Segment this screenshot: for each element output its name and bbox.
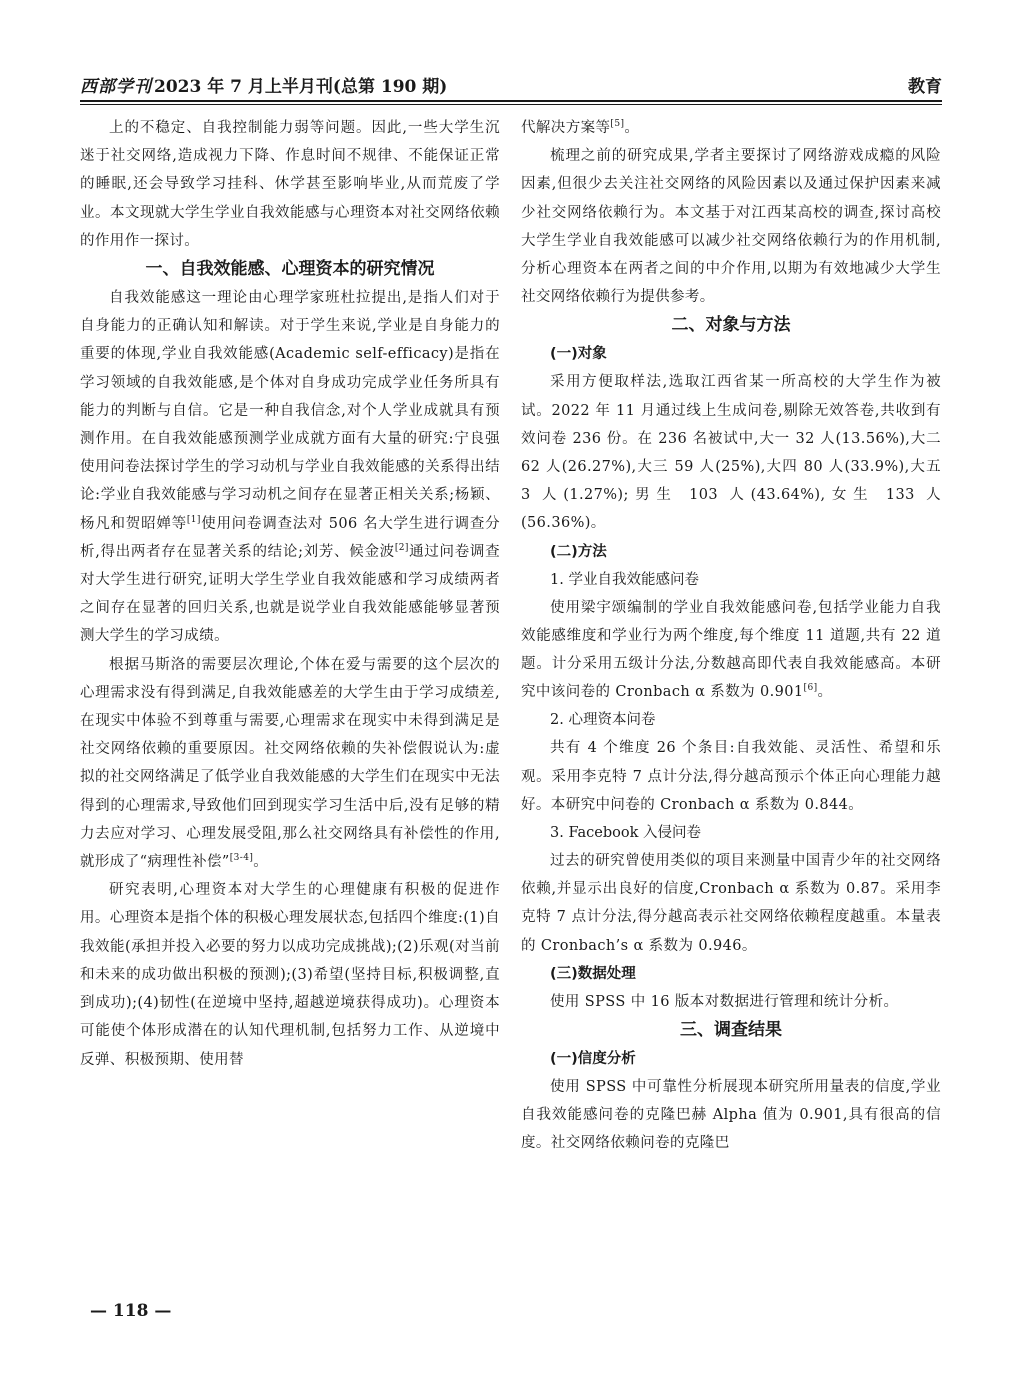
- paragraph-text: 使用梁宇颂编制的学业自我效能感问卷,包括学业能力自我效能感维度和学业行为两个维度,每个维度 11 道题,共有 22 道题。计分采用五级计分法,分数越高即代表自我效能感高。本研究中该问卷的 Cronbach α 系数为 0.901: [521, 599, 941, 701]
- paragraph: 研究表明,心理资本对大学生的心理健康有积极的促进作用。心理资本是指个体的积极心理发展状态,包括四个维度:(1)自我效能(承担并投入必要的努力以成功完成挑战);(2)乐观(对当前和未来的成功做出积极的预测);(3)希望(坚持目标,积极调整,直到成功);(4)韧性(在逆境中坚持,超越逆境获得成功)。心理资本可能使个体形成潜在的认知代理机制,包括努力工作、从逆境中反弹、积极预期、使用替: [80, 882, 500, 1068]
- paragraph: 使用 SPSS 中 16 版本对数据进行管理和统计分析。: [550, 993, 899, 1010]
- section-heading: 一、自我效能感、心理资本的研究情况: [145, 259, 435, 280]
- section-heading: 三、调查结果: [680, 1020, 782, 1041]
- paragraph-text: 。: [253, 854, 269, 871]
- paragraph-text: 。: [624, 120, 640, 136]
- paragraph: [80, 651, 500, 877]
- subsection-heading: (一)对象: [550, 346, 607, 363]
- paragraph: 上的不稳定、自我控制能力弱等问题。因此,一些大学生沉迷于社交网络,造成视力下降、作息时间不规律、不能保证正常的睡眠,还会导致学习挂科、休学甚至影响毕业,从而荒废了学业。本文现就大学生学业自我效能感与心理资本对社交网络依赖的作用作一探讨。: [80, 120, 500, 249]
- issue-info: 2023 年 7 月上半月刊(总第 190 期): [154, 77, 448, 97]
- paragraph-text: 通过问卷调查对大学生进行研究,证明大学生学业自我效能感和学习成绩两者之间存在显著的回归关系,也就是说学业自我效能感能够显著预测大学生的学习成绩。: [80, 543, 500, 645]
- subsection-heading: (二)方法: [550, 543, 607, 560]
- paragraph-text: 。: [817, 684, 833, 701]
- paragraph: [521, 114, 941, 142]
- paragraph: 使用 SPSS 中可靠性分析展现本研究所用量表的信度,学业自我效能感问卷的克隆巴赫 Alpha 值为 0.901,具有很高的信度。社交网络依赖问卷的克隆巴: [521, 1079, 941, 1152]
- header-rule-thick: [80, 100, 942, 102]
- method-heading: 1. 学业自我效能感问卷: [550, 571, 699, 588]
- journal-logo: 西部学刊: [80, 77, 152, 97]
- paragraph: 过去的研究曾使用类似的项目来测量中国青少年的社交网络依赖,并显示出良好的信度,Cronbach α 系数为 0.87。采用李克特 7 点计分法,得分越高表示社交网络依赖程度越重。本量表的 Cronbach’s α 系数为 0.946。: [521, 853, 941, 954]
- paragraph-text: 自我效能感这一理论由心理学家班杜拉提出,是指人们对于自身能力的正确认知和解读。对于学生来说,学业是自身能力的重要的体现,学业自我效能感(Academic self-efficacy)是指在学习领域的自我效能感,是个体对自身成功完成学业任务所具有能力的判断与自信。它是一种自我信念,对个人学业成就具有预测作用。在自我效能感预测学业成就方面有大量的研究:宁良强使用问卷法探讨学生的学习动机与学业自我效能感的关系得出结论:学业自我效能感与学习动机之间存在显著正相关关系;杨颖、杨凡和贺昭婵等: [80, 290, 500, 532]
- paragraph: 共有 4 个维度 26 个条目:自我效能、灵活性、希望和乐观。采用李克特 7 点计分法,得分越高预示个体正向心理能力越好。本研究中问卷的 Cronbach α 系数为 0.844。: [521, 740, 941, 813]
- page-header: [80, 76, 942, 100]
- paragraph-text: 代解决方案等: [521, 120, 611, 136]
- paragraph: 采用方便取样法,选取江西省某一所高校的大学生作为被试。2022 年 11 月通过线上生成问卷,剔除无效答卷,共收到有效问卷 236 份。在 236 名被试中,大一 32 人(13.56%),大二 62 人(26.27%),大三 59 人(25%),大四 80 人(33.9%),大五 3 人(1.27%);男生 103 人(43.64%),女生 133 人(56.36%)。: [521, 374, 941, 532]
- paragraph-text: 根据马斯洛的需要层次理论,个体在爱与需要的这个层次的心理需求没有得到满足,自我效能感差的大学生由于学习成绩差,在现实中体验不到尊重与需要,心理需求在现实中未得到满足是社交网络依赖的重要原因。社交网络依赖的失补偿假说认为:虚拟的社交网络满足了低学业自我效能感的大学生们在现实中无法得到的心理需求,导致他们回到现实学习生活中后,没有足够的精力去应对学习、心理发展受阻,那么社交网络具有补偿性的作用,就形成了“病理性补偿”: [80, 656, 500, 871]
- section-heading: 二、对象与方法: [671, 315, 791, 336]
- page-number: — 118 —: [90, 1301, 172, 1321]
- subsection-heading: (三)数据处理: [550, 965, 636, 982]
- section-label: 教育: [908, 77, 942, 97]
- citation: [5]: [610, 119, 625, 129]
- method-heading: 2. 心理资本问卷: [550, 712, 656, 729]
- method-heading: 3. Facebook 入侵问卷: [550, 825, 702, 842]
- paragraph: [80, 284, 500, 651]
- citation: [6]: [803, 683, 818, 694]
- left-column: [80, 114, 500, 1074]
- subsection-heading: (一)信度分析: [550, 1051, 636, 1068]
- citation: [1]: [186, 514, 201, 525]
- citation: [3-4]: [229, 853, 254, 864]
- paragraph: [521, 594, 941, 707]
- right-column: [521, 114, 941, 1158]
- header-rule-thin: [80, 104, 942, 105]
- citation: [2]: [394, 542, 409, 553]
- paragraph-text: 使用问卷调查法对 506 名大学生进行调查分析,得出两者存在显著关系的结论;刘芳、候金波: [80, 515, 500, 560]
- journal-masthead: [80, 76, 447, 98]
- paragraph: 梳理之前的研究成果,学者主要探讨了网络游戏成瘾的风险因素,但很少去关注社交网络的风险因素以及通过保护因素来减少社交网络依赖行为。本文基于对江西某高校的调查,探讨高校大学生学业自我效能感可以减少社交网络依赖行为的作用机制,分析心理资本在两者之间的中介作用,以期为有效地减少大学生社交网络依赖行为提供参考。: [521, 148, 941, 306]
